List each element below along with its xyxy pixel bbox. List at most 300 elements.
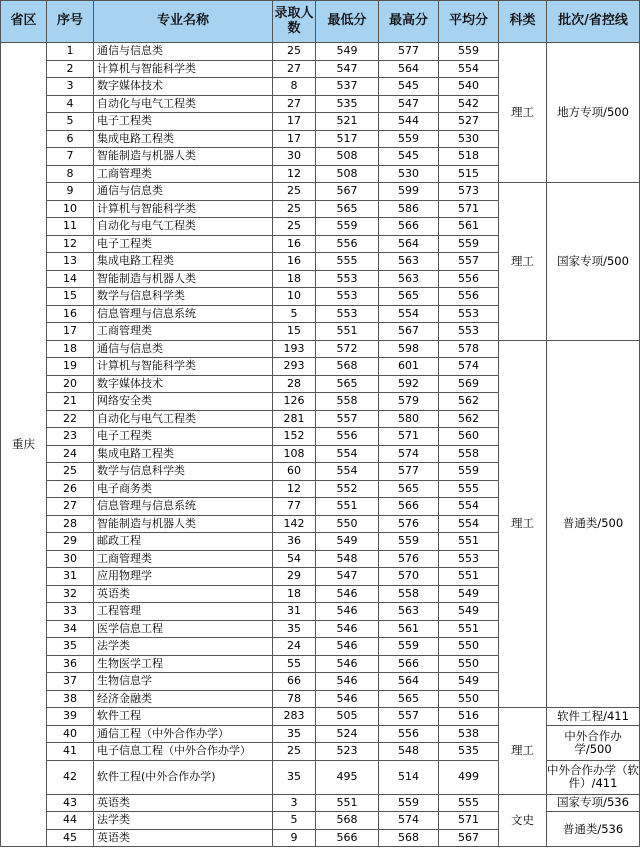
max-score-cell: 564 bbox=[379, 60, 439, 78]
avg-score-cell: 560 bbox=[439, 428, 499, 446]
seq-cell: 13 bbox=[47, 253, 94, 271]
subject-cell: 理工 bbox=[499, 183, 547, 341]
min-score-cell: 553 bbox=[316, 305, 379, 323]
min-score-cell: 565 bbox=[316, 200, 379, 218]
max-score-cell: 565 bbox=[379, 690, 439, 708]
avg-score-cell: 554 bbox=[439, 498, 499, 516]
avg-score-cell: 561 bbox=[439, 218, 499, 236]
max-score-cell: 576 bbox=[379, 550, 439, 568]
max-score-cell: 556 bbox=[379, 725, 439, 743]
avg-score-cell: 578 bbox=[439, 340, 499, 358]
major-cell: 信息管理与信息系统 bbox=[94, 498, 273, 516]
seq-cell: 22 bbox=[47, 410, 94, 428]
avg-score-cell: 549 bbox=[439, 585, 499, 603]
seq-cell: 6 bbox=[47, 130, 94, 148]
avg-score-cell: 557 bbox=[439, 253, 499, 271]
max-score-cell: 577 bbox=[379, 463, 439, 481]
seq-cell: 1 bbox=[47, 43, 94, 61]
batch-cell: 国家专项/500 bbox=[547, 183, 640, 341]
major-cell: 集成电路工程类 bbox=[94, 253, 273, 271]
avg-score-cell: 538 bbox=[439, 725, 499, 743]
enroll-cell: 35 bbox=[273, 725, 316, 743]
enroll-cell: 142 bbox=[273, 515, 316, 533]
subject-cell: 理工 bbox=[499, 708, 547, 795]
avg-score-cell: 567 bbox=[439, 829, 499, 847]
min-score-cell: 523 bbox=[316, 743, 379, 761]
enroll-cell: 30 bbox=[273, 148, 316, 166]
min-score-cell: 553 bbox=[316, 288, 379, 306]
seq-cell: 14 bbox=[47, 270, 94, 288]
seq-cell: 3 bbox=[47, 78, 94, 96]
enroll-cell: 3 bbox=[273, 794, 316, 812]
avg-score-cell: 573 bbox=[439, 183, 499, 201]
max-score-cell: 566 bbox=[379, 218, 439, 236]
seq-cell: 30 bbox=[47, 550, 94, 568]
enroll-cell: 283 bbox=[273, 708, 316, 726]
max-score-cell: 559 bbox=[379, 130, 439, 148]
max-score-cell: 570 bbox=[379, 568, 439, 586]
table-body bbox=[1, 43, 640, 847]
avg-score-cell: 530 bbox=[439, 130, 499, 148]
max-score-cell: 545 bbox=[379, 78, 439, 96]
max-score-cell: 566 bbox=[379, 655, 439, 673]
table-row bbox=[1, 340, 640, 358]
max-score-cell: 563 bbox=[379, 270, 439, 288]
header-seq: 序号 bbox=[47, 1, 94, 43]
avg-score-cell: 562 bbox=[439, 410, 499, 428]
enroll-cell: 25 bbox=[273, 218, 316, 236]
major-cell: 经济金融类 bbox=[94, 690, 273, 708]
enroll-cell: 18 bbox=[273, 585, 316, 603]
seq-cell: 9 bbox=[47, 183, 94, 201]
max-score-cell: 557 bbox=[379, 708, 439, 726]
max-score-cell: 559 bbox=[379, 533, 439, 551]
enroll-cell: 36 bbox=[273, 533, 316, 551]
seq-cell: 37 bbox=[47, 673, 94, 691]
header-max: 最高分 bbox=[379, 1, 439, 43]
major-cell: 通信与信息类 bbox=[94, 340, 273, 358]
table-row bbox=[1, 183, 640, 201]
enroll-cell: 35 bbox=[273, 760, 316, 794]
enroll-cell: 126 bbox=[273, 393, 316, 411]
avg-score-cell: 553 bbox=[439, 550, 499, 568]
avg-score-cell: 555 bbox=[439, 480, 499, 498]
major-cell: 计算机与智能科学类 bbox=[94, 60, 273, 78]
enroll-cell: 5 bbox=[273, 305, 316, 323]
enroll-cell: 25 bbox=[273, 43, 316, 61]
enroll-cell: 152 bbox=[273, 428, 316, 446]
major-cell: 计算机与智能科学类 bbox=[94, 358, 273, 376]
avg-score-cell: 558 bbox=[439, 445, 499, 463]
enroll-cell: 35 bbox=[273, 620, 316, 638]
subject-cell: 理工 bbox=[499, 43, 547, 183]
max-score-cell: 576 bbox=[379, 515, 439, 533]
max-score-cell: 545 bbox=[379, 148, 439, 166]
major-cell: 网络安全类 bbox=[94, 393, 273, 411]
max-score-cell: 564 bbox=[379, 673, 439, 691]
enroll-cell: 24 bbox=[273, 638, 316, 656]
batch-cell: 中外合作办学/500 bbox=[547, 725, 640, 760]
avg-score-cell: 550 bbox=[439, 690, 499, 708]
batch-cell: 普通类/536 bbox=[547, 812, 640, 847]
min-score-cell: 567 bbox=[316, 183, 379, 201]
min-score-cell: 566 bbox=[316, 829, 379, 847]
min-score-cell: 508 bbox=[316, 148, 379, 166]
seq-cell: 28 bbox=[47, 515, 94, 533]
max-score-cell: 579 bbox=[379, 393, 439, 411]
seq-cell: 38 bbox=[47, 690, 94, 708]
min-score-cell: 559 bbox=[316, 218, 379, 236]
max-score-cell: 559 bbox=[379, 638, 439, 656]
major-cell: 自动化与电气工程类 bbox=[94, 410, 273, 428]
avg-score-cell: 527 bbox=[439, 113, 499, 131]
seq-cell: 33 bbox=[47, 603, 94, 621]
enroll-cell: 10 bbox=[273, 288, 316, 306]
seq-cell: 43 bbox=[47, 794, 94, 812]
max-score-cell: 568 bbox=[379, 829, 439, 847]
subject-cell: 文史 bbox=[499, 794, 547, 847]
avg-score-cell: 571 bbox=[439, 200, 499, 218]
min-score-cell: 547 bbox=[316, 568, 379, 586]
seq-cell: 21 bbox=[47, 393, 94, 411]
min-score-cell: 551 bbox=[316, 323, 379, 341]
seq-cell: 15 bbox=[47, 288, 94, 306]
max-score-cell: 563 bbox=[379, 253, 439, 271]
max-score-cell: 565 bbox=[379, 288, 439, 306]
avg-score-cell: 540 bbox=[439, 78, 499, 96]
enroll-cell: 108 bbox=[273, 445, 316, 463]
major-cell: 智能制造与机器人类 bbox=[94, 515, 273, 533]
min-score-cell: 558 bbox=[316, 393, 379, 411]
enroll-cell: 55 bbox=[273, 655, 316, 673]
major-cell: 自动化与电气工程类 bbox=[94, 218, 273, 236]
enroll-cell: 77 bbox=[273, 498, 316, 516]
major-cell: 自动化与电气工程类 bbox=[94, 95, 273, 113]
max-score-cell: 577 bbox=[379, 43, 439, 61]
min-score-cell: 546 bbox=[316, 603, 379, 621]
seq-cell: 17 bbox=[47, 323, 94, 341]
major-cell: 医学信息工程 bbox=[94, 620, 273, 638]
major-cell: 生物医学工程 bbox=[94, 655, 273, 673]
enroll-cell: 54 bbox=[273, 550, 316, 568]
min-score-cell: 551 bbox=[316, 498, 379, 516]
avg-score-cell: 553 bbox=[439, 305, 499, 323]
enroll-cell: 27 bbox=[273, 95, 316, 113]
min-score-cell: 546 bbox=[316, 673, 379, 691]
max-score-cell: 574 bbox=[379, 812, 439, 830]
max-score-cell: 547 bbox=[379, 95, 439, 113]
max-score-cell: 574 bbox=[379, 445, 439, 463]
enroll-cell: 25 bbox=[273, 183, 316, 201]
avg-score-cell: 549 bbox=[439, 673, 499, 691]
seq-cell: 24 bbox=[47, 445, 94, 463]
max-score-cell: 548 bbox=[379, 743, 439, 761]
major-cell: 应用物理学 bbox=[94, 568, 273, 586]
major-cell: 数学与信息科学类 bbox=[94, 463, 273, 481]
seq-cell: 26 bbox=[47, 480, 94, 498]
major-cell: 法学类 bbox=[94, 812, 273, 830]
max-score-cell: 592 bbox=[379, 375, 439, 393]
max-score-cell: 586 bbox=[379, 200, 439, 218]
max-score-cell: 598 bbox=[379, 340, 439, 358]
min-score-cell: 546 bbox=[316, 690, 379, 708]
seq-cell: 5 bbox=[47, 113, 94, 131]
enroll-cell: 15 bbox=[273, 323, 316, 341]
enroll-cell: 31 bbox=[273, 603, 316, 621]
major-cell: 通信工程（中外合作办学） bbox=[94, 725, 273, 743]
seq-cell: 18 bbox=[47, 340, 94, 358]
seq-cell: 45 bbox=[47, 829, 94, 847]
max-score-cell: 563 bbox=[379, 603, 439, 621]
enroll-cell: 27 bbox=[273, 60, 316, 78]
major-cell: 工商管理类 bbox=[94, 323, 273, 341]
seq-cell: 39 bbox=[47, 708, 94, 726]
major-cell: 数字媒体技术 bbox=[94, 375, 273, 393]
major-cell: 工商管理类 bbox=[94, 550, 273, 568]
major-cell: 电子商务类 bbox=[94, 480, 273, 498]
enroll-cell: 293 bbox=[273, 358, 316, 376]
seq-cell: 31 bbox=[47, 568, 94, 586]
table-row bbox=[1, 708, 640, 726]
avg-score-cell: 551 bbox=[439, 533, 499, 551]
enroll-cell: 8 bbox=[273, 78, 316, 96]
seq-cell: 42 bbox=[47, 760, 94, 794]
max-score-cell: 566 bbox=[379, 498, 439, 516]
min-score-cell: 549 bbox=[316, 43, 379, 61]
enroll-cell: 16 bbox=[273, 253, 316, 271]
header-province: 省区 bbox=[1, 1, 47, 43]
min-score-cell: 546 bbox=[316, 638, 379, 656]
major-cell: 电子工程类 bbox=[94, 235, 273, 253]
header-min: 最低分 bbox=[316, 1, 379, 43]
max-score-cell: 580 bbox=[379, 410, 439, 428]
seq-cell: 36 bbox=[47, 655, 94, 673]
seq-cell: 32 bbox=[47, 585, 94, 603]
enroll-cell: 29 bbox=[273, 568, 316, 586]
major-cell: 通信与信息类 bbox=[94, 43, 273, 61]
enroll-cell: 193 bbox=[273, 340, 316, 358]
table-row bbox=[1, 43, 640, 61]
min-score-cell: 537 bbox=[316, 78, 379, 96]
avg-score-cell: 574 bbox=[439, 358, 499, 376]
major-cell: 电子信息工程（中外合作办学） bbox=[94, 743, 273, 761]
major-cell: 英语类 bbox=[94, 585, 273, 603]
min-score-cell: 548 bbox=[316, 550, 379, 568]
enroll-cell: 60 bbox=[273, 463, 316, 481]
min-score-cell: 508 bbox=[316, 165, 379, 183]
min-score-cell: 555 bbox=[316, 253, 379, 271]
major-cell: 生物信息学 bbox=[94, 673, 273, 691]
min-score-cell: 535 bbox=[316, 95, 379, 113]
avg-score-cell: 553 bbox=[439, 323, 499, 341]
header-subject: 科类 bbox=[499, 1, 547, 43]
enroll-cell: 25 bbox=[273, 200, 316, 218]
avg-score-cell: 554 bbox=[439, 60, 499, 78]
batch-cell: 软件工程/411 bbox=[547, 708, 640, 726]
enroll-cell: 17 bbox=[273, 113, 316, 131]
province-cell: 重庆 bbox=[1, 43, 47, 847]
major-cell: 计算机与智能科学类 bbox=[94, 200, 273, 218]
major-cell: 集成电路工程类 bbox=[94, 445, 273, 463]
seq-cell: 40 bbox=[47, 725, 94, 743]
major-cell: 通信与信息类 bbox=[94, 183, 273, 201]
avg-score-cell: 559 bbox=[439, 43, 499, 61]
seq-cell: 12 bbox=[47, 235, 94, 253]
seq-cell: 34 bbox=[47, 620, 94, 638]
avg-score-cell: 550 bbox=[439, 655, 499, 673]
avg-score-cell: 559 bbox=[439, 463, 499, 481]
avg-score-cell: 559 bbox=[439, 235, 499, 253]
major-cell: 智能制造与机器人类 bbox=[94, 148, 273, 166]
seq-cell: 35 bbox=[47, 638, 94, 656]
avg-score-cell: 516 bbox=[439, 708, 499, 726]
seq-cell: 4 bbox=[47, 95, 94, 113]
enroll-cell: 17 bbox=[273, 130, 316, 148]
max-score-cell: 567 bbox=[379, 323, 439, 341]
major-cell: 英语类 bbox=[94, 829, 273, 847]
avg-score-cell: 556 bbox=[439, 270, 499, 288]
seq-cell: 27 bbox=[47, 498, 94, 516]
batch-cell: 中外合作办学（软件）/411 bbox=[547, 760, 640, 794]
avg-score-cell: 542 bbox=[439, 95, 499, 113]
major-cell: 数学与信息科学类 bbox=[94, 288, 273, 306]
avg-score-cell: 549 bbox=[439, 603, 499, 621]
min-score-cell: 505 bbox=[316, 708, 379, 726]
min-score-cell: 549 bbox=[316, 533, 379, 551]
max-score-cell: 571 bbox=[379, 428, 439, 446]
header-avg: 平均分 bbox=[439, 1, 499, 43]
max-score-cell: 565 bbox=[379, 480, 439, 498]
max-score-cell: 564 bbox=[379, 235, 439, 253]
subject-cell: 理工 bbox=[499, 340, 547, 708]
seq-cell: 20 bbox=[47, 375, 94, 393]
max-score-cell: 559 bbox=[379, 794, 439, 812]
enroll-cell: 5 bbox=[273, 812, 316, 830]
seq-cell: 29 bbox=[47, 533, 94, 551]
seq-cell: 23 bbox=[47, 428, 94, 446]
avg-score-cell: 556 bbox=[439, 288, 499, 306]
min-score-cell: 550 bbox=[316, 515, 379, 533]
avg-score-cell: 571 bbox=[439, 812, 499, 830]
table-row bbox=[1, 794, 640, 812]
enroll-cell: 66 bbox=[273, 673, 316, 691]
avg-score-cell: 551 bbox=[439, 568, 499, 586]
avg-score-cell: 550 bbox=[439, 638, 499, 656]
avg-score-cell: 518 bbox=[439, 148, 499, 166]
enroll-cell: 78 bbox=[273, 690, 316, 708]
min-score-cell: 546 bbox=[316, 585, 379, 603]
max-score-cell: 544 bbox=[379, 113, 439, 131]
min-score-cell: 517 bbox=[316, 130, 379, 148]
batch-cell: 国家专项/536 bbox=[547, 794, 640, 812]
seq-cell: 19 bbox=[47, 358, 94, 376]
header-enroll: 录取人数 bbox=[273, 1, 316, 43]
min-score-cell: 546 bbox=[316, 620, 379, 638]
max-score-cell: 530 bbox=[379, 165, 439, 183]
header-batch: 批次/省控线 bbox=[547, 1, 640, 43]
major-cell: 数字媒体技术 bbox=[94, 78, 273, 96]
enroll-cell: 25 bbox=[273, 743, 316, 761]
min-score-cell: 546 bbox=[316, 655, 379, 673]
max-score-cell: 601 bbox=[379, 358, 439, 376]
min-score-cell: 524 bbox=[316, 725, 379, 743]
min-score-cell: 572 bbox=[316, 340, 379, 358]
seq-cell: 16 bbox=[47, 305, 94, 323]
major-cell: 集成电路工程类 bbox=[94, 130, 273, 148]
avg-score-cell: 555 bbox=[439, 794, 499, 812]
enroll-cell: 281 bbox=[273, 410, 316, 428]
batch-cell: 普通类/500 bbox=[547, 340, 640, 708]
min-score-cell: 552 bbox=[316, 480, 379, 498]
major-cell: 法学类 bbox=[94, 638, 273, 656]
major-cell: 信息管理与信息系统 bbox=[94, 305, 273, 323]
seq-cell: 7 bbox=[47, 148, 94, 166]
min-score-cell: 547 bbox=[316, 60, 379, 78]
min-score-cell: 521 bbox=[316, 113, 379, 131]
batch-cell: 地方专项/500 bbox=[547, 43, 640, 183]
header-row bbox=[1, 1, 640, 43]
max-score-cell: 514 bbox=[379, 760, 439, 794]
major-cell: 英语类 bbox=[94, 794, 273, 812]
min-score-cell: 557 bbox=[316, 410, 379, 428]
enroll-cell: 12 bbox=[273, 480, 316, 498]
major-cell: 邮政工程 bbox=[94, 533, 273, 551]
enroll-cell: 12 bbox=[273, 165, 316, 183]
major-cell: 电子工程类 bbox=[94, 428, 273, 446]
enroll-cell: 28 bbox=[273, 375, 316, 393]
min-score-cell: 554 bbox=[316, 463, 379, 481]
min-score-cell: 554 bbox=[316, 445, 379, 463]
min-score-cell: 551 bbox=[316, 794, 379, 812]
major-cell: 软件工程(中外合作办学) bbox=[94, 760, 273, 794]
max-score-cell: 554 bbox=[379, 305, 439, 323]
max-score-cell: 561 bbox=[379, 620, 439, 638]
enroll-cell: 18 bbox=[273, 270, 316, 288]
max-score-cell: 558 bbox=[379, 585, 439, 603]
enroll-cell: 9 bbox=[273, 829, 316, 847]
major-cell: 工程管理 bbox=[94, 603, 273, 621]
seq-cell: 44 bbox=[47, 812, 94, 830]
min-score-cell: 568 bbox=[316, 358, 379, 376]
min-score-cell: 495 bbox=[316, 760, 379, 794]
header-major: 专业名称 bbox=[94, 1, 273, 43]
avg-score-cell: 515 bbox=[439, 165, 499, 183]
avg-score-cell: 499 bbox=[439, 760, 499, 794]
avg-score-cell: 554 bbox=[439, 515, 499, 533]
seq-cell: 2 bbox=[47, 60, 94, 78]
seq-cell: 25 bbox=[47, 463, 94, 481]
seq-cell: 10 bbox=[47, 200, 94, 218]
major-cell: 智能制造与机器人类 bbox=[94, 270, 273, 288]
seq-cell: 41 bbox=[47, 743, 94, 761]
min-score-cell: 553 bbox=[316, 270, 379, 288]
avg-score-cell: 562 bbox=[439, 393, 499, 411]
seq-cell: 11 bbox=[47, 218, 94, 236]
seq-cell: 8 bbox=[47, 165, 94, 183]
max-score-cell: 599 bbox=[379, 183, 439, 201]
major-cell: 工商管理类 bbox=[94, 165, 273, 183]
min-score-cell: 556 bbox=[316, 428, 379, 446]
major-cell: 电子工程类 bbox=[94, 113, 273, 131]
avg-score-cell: 535 bbox=[439, 743, 499, 761]
min-score-cell: 565 bbox=[316, 375, 379, 393]
enroll-cell: 16 bbox=[273, 235, 316, 253]
major-cell: 软件工程 bbox=[94, 708, 273, 726]
min-score-cell: 556 bbox=[316, 235, 379, 253]
avg-score-cell: 569 bbox=[439, 375, 499, 393]
avg-score-cell: 551 bbox=[439, 620, 499, 638]
min-score-cell: 568 bbox=[316, 812, 379, 830]
